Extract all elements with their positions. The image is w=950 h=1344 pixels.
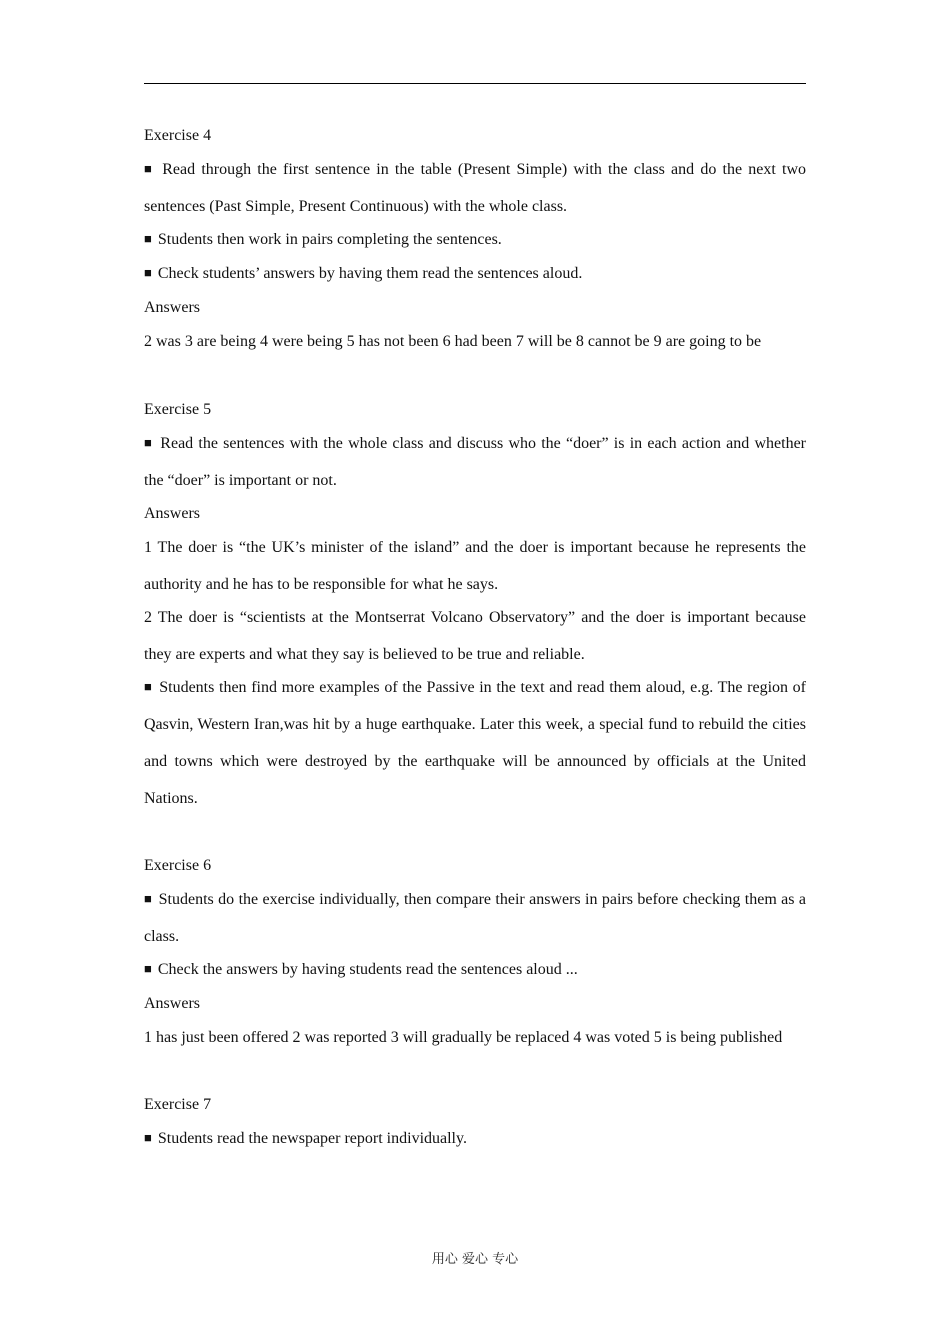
bullet-icon: ■ (144, 231, 152, 246)
header-rule (144, 83, 806, 84)
exercise-6-answers: 1 has just been offered 2 was reported 3 will gradually be replaced 4 was voted 5 is being published (144, 1029, 783, 1046)
exercise-6-bullet-1: ■ Students do the exercise individually, then compare their answers in pairs before checking them as a class. (144, 891, 807, 945)
exercise-7-title: Exercise 7 (144, 1096, 212, 1113)
exercise-5-answer-2: 2 The doer is “scientists at the Montserrat Volcano Observatory” and the doer is important because they are experts and what they say is believed to be true and reliable. (144, 609, 806, 663)
bullet-icon: ■ (144, 891, 153, 906)
exercise-4-title: Exercise 4 (144, 127, 212, 144)
document-body (144, 124, 806, 1161)
exercise-6-bullet-2: ■ Check the answers by having students read the sentences aloud ... (144, 961, 578, 978)
exercise-5-bullet-2: ■ Students then find more examples of the Passive in the text and read them aloud, e.g. The region of Qasvin, Western Iran,was hit by a huge earthquake. Later this week, a special fund to rebuild the cities and towns which were destroyed by the earthquake will be announced by officials at the United Nations. (144, 679, 807, 807)
exercise-5-answer-1: 1 The doer is “the UK’s minister of the island” and the doer is important because he represents the authority and he has to be responsible for what he says. (144, 539, 806, 593)
exercise-7-bullet-1: ■ Students read the newspaper report individually. (144, 1130, 467, 1147)
bullet-icon: ■ (144, 1130, 152, 1145)
page-footer: 用心 爱心 专心 (431, 1252, 519, 1267)
exercise-5-title: Exercise 5 (144, 401, 212, 418)
bullet-icon: ■ (144, 679, 153, 694)
exercise-4-bullet-1: ■ Read through the first sentence in the table (Present Simple) with the class and do the next two sentences (Past Simple, Present Continuous) with the whole class. (144, 161, 807, 215)
exercise-4-answers-label: Answers (144, 299, 200, 316)
exercise-5-bullet-1: ■ Read the sentences with the whole class and discuss who the “doer” is in each action and whether the “doer” is important or not. (144, 435, 807, 489)
bullet-icon: ■ (144, 435, 154, 450)
bullet-icon: ■ (144, 161, 155, 176)
exercise-4-bullet-3: ■ Check students’ answers by having them read the sentences aloud. (144, 265, 583, 282)
bullet-icon: ■ (144, 961, 152, 976)
exercise-6-title: Exercise 6 (144, 857, 212, 874)
exercise-4-answers: 2 was 3 are being 4 were being 5 has not been 6 had been 7 will be 8 cannot be 9 are going to be (144, 333, 762, 350)
bullet-icon: ■ (144, 265, 152, 280)
exercise-6-answers-label: Answers (144, 995, 200, 1012)
exercise-5-answers-label: Answers (144, 505, 200, 522)
exercise-4-bullet-2: ■ Students then work in pairs completing the sentences. (144, 231, 502, 248)
